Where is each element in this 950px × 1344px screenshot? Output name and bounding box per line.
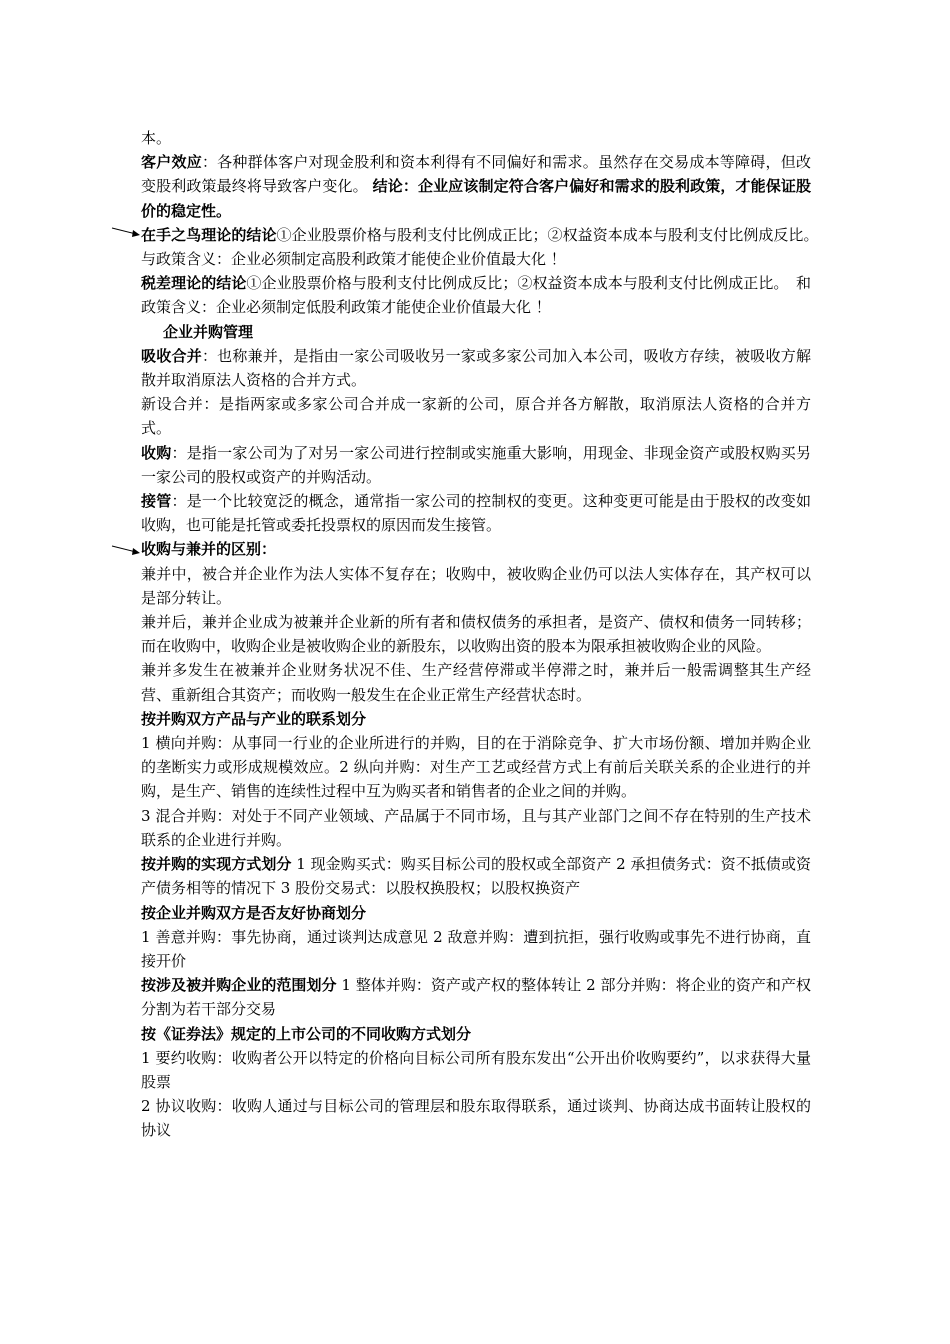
paragraph-conglomerate xyxy=(141,804,811,852)
term-takeover: 接管 xyxy=(141,492,172,511)
subheading-industry-relation xyxy=(141,707,811,731)
heading-text: 企业并购管理 xyxy=(163,322,254,341)
section-heading-ma xyxy=(141,320,811,344)
text: 1 要约收购：收购者公开以特定的价格向目标公司所有股东发出“公开出价收购要约”，以求获得大量股票 xyxy=(141,1048,811,1091)
term-acquisition: 收购 xyxy=(141,443,172,462)
paragraph-acquisition xyxy=(141,441,811,489)
document-body xyxy=(141,126,856,1143)
text: 兼并多发生在被兼并企业财务状况不佳、生产经营停滞或半停滞之时，兼并后一般需调整其生产经营、重新组合其资产；而收购一般发生在企业正常生产经营状态时。 xyxy=(141,661,811,704)
paragraph-customer-effect xyxy=(141,150,811,223)
definition: ：也称兼并，是指由一家公司吸收另一家或多家公司加入本公司，吸收方存续，被吸收方解散并取消原法人资格的合并方式。 xyxy=(141,346,811,390)
text: 1 横向并购：从事同一行业的企业所进行的并购，目的在于消除竞争、扩大市场份额、增加并购企业的垄断实力或形成规模效应。2 纵向并购：对生产工艺或经营方式上有前后关联关系的企业进行的并购，是生产、销售的连续性过程中互为购买者和销售者的企业之间的并购。 xyxy=(141,734,811,801)
definition: ①企业股票价格与股利支付比例成正比；②权益资本成本与股利支付比例成反比。 与政策含义：企业必须制定高股利政策才能使企业价值最大化 ！ xyxy=(141,225,856,269)
paragraph-bird-in-hand xyxy=(141,223,856,271)
term-absorption-merger: 吸收合并 xyxy=(141,346,202,365)
paragraph-difference-1 xyxy=(141,562,811,610)
heading-text: 按并购双方产品与产业的联系划分 xyxy=(141,709,367,728)
definition: 1 现金购买式：购买目标公司的股权或全部资产 2 承担债务式：资不抵债或资产债务相等的情况下 3 股份交易式：以股权换股权；以股权换资产 xyxy=(141,855,811,898)
paragraph-tender-offer xyxy=(141,1046,811,1094)
arrow-marker-icon xyxy=(110,543,140,557)
paragraph-scope xyxy=(141,973,811,1021)
text: 兼并后，兼并企业成为被兼并企业新的所有者和债权债务的承担者，是资产、债权和债务一同转移；而在收购中，收购企业是被收购企业的新股东，以收购出资的股本为限承担被收购企业的风险。 xyxy=(141,613,811,656)
term-implementation-method: 按并购的实现方式划分 xyxy=(141,855,292,874)
text: 1 善意并购：事先协商，通过谈判达成意见 2 敌意并购：遭到抗拒，强行收购或事先不进行协商，直接开价 xyxy=(141,927,811,970)
paragraph-implementation-method xyxy=(141,852,811,900)
text: 2 协议收购：收购人通过与目标公司的管理层和股东取得联系，通过谈判、协商达成书面转让股权的协议 xyxy=(141,1097,811,1140)
paragraph-consolidation xyxy=(141,392,811,440)
heading-text: 收购与兼并的区别： xyxy=(141,540,277,559)
paragraph-tax-difference xyxy=(141,271,811,319)
subheading-difference xyxy=(141,537,811,561)
arrow-marker-icon xyxy=(110,225,140,239)
paragraph-takeover xyxy=(141,489,811,537)
definition: 1 整体并购：资产或产权的整体转让 2 部分并购：将企业的资产和产权分割为若干部分交易 xyxy=(141,976,811,1019)
term-scope: 按涉及被并购企业的范围划分 xyxy=(141,976,337,995)
paragraph-horizontal-vertical xyxy=(141,731,811,804)
paragraph-absorption-merger xyxy=(141,344,811,392)
definition: ：各种群体客户对现金股利和资本利得有不同偏好和需求。虽然存在交易成本等障碍，但改变股利政策最终将导致客户变化。 xyxy=(141,153,811,196)
subheading-securities-law xyxy=(141,1022,811,1046)
definition: ：是指一家公司为了对另一家公司进行控制或实施重大影响，用现金、非现金资产或股权购买另一家公司的股权或资产的并购活动。 xyxy=(141,443,811,486)
paragraph-agreement-acquisition xyxy=(141,1094,811,1142)
heading-text: 按企业并购双方是否友好协商划分 xyxy=(141,903,367,922)
paragraph-fragment xyxy=(141,126,811,150)
conclusion: 结论：企业应该制定符合客户偏好和需求的股利政策，才能保证股价的稳定性。 xyxy=(141,177,811,220)
paragraph-difference-2 xyxy=(141,610,811,658)
text: 本。 xyxy=(141,129,172,147)
definition: 新设合并：是指两家或多家公司合并成一家新的公司，原合并各方解散，取消原法人资格的合并方式。 xyxy=(141,395,811,438)
term-tax-difference: 税差理论的结论 xyxy=(141,274,247,293)
text: 3 混合并购：对处于不同产业领域、产品属于不同市场，且与其产业部门之间不存在特别的生产技术联系的企业进行并购。 xyxy=(141,806,811,849)
term-bird-in-hand: 在手之鸟理论的结论 xyxy=(141,225,277,244)
term-customer-effect: 客户效应 xyxy=(141,153,202,172)
heading-text: 按《证券法》规定的上市公司的不同收购方式划分 xyxy=(141,1024,472,1043)
definition: ：是一个比较宽泛的概念，通常指一家公司的控制权的变更。这种变更可能是由于股权的改变如收购，也可能是托管或委托投票权的原因而发生接管。 xyxy=(141,492,811,535)
definition: ①企业股票价格与股利支付比例成反比；②权益资本成本与股利支付比例成正比。 和政策含义：企业必须制定低股利政策才能使企业价值最大化 ！ xyxy=(141,274,811,317)
subheading-friendly xyxy=(141,901,811,925)
paragraph-difference-3 xyxy=(141,658,811,706)
text: 兼并中，被合并企业作为法人实体不复存在；收购中，被收购企业仍可以法人实体存在，其产权可以是部分转让。 xyxy=(141,564,811,607)
paragraph-friendly-hostile xyxy=(141,925,811,973)
